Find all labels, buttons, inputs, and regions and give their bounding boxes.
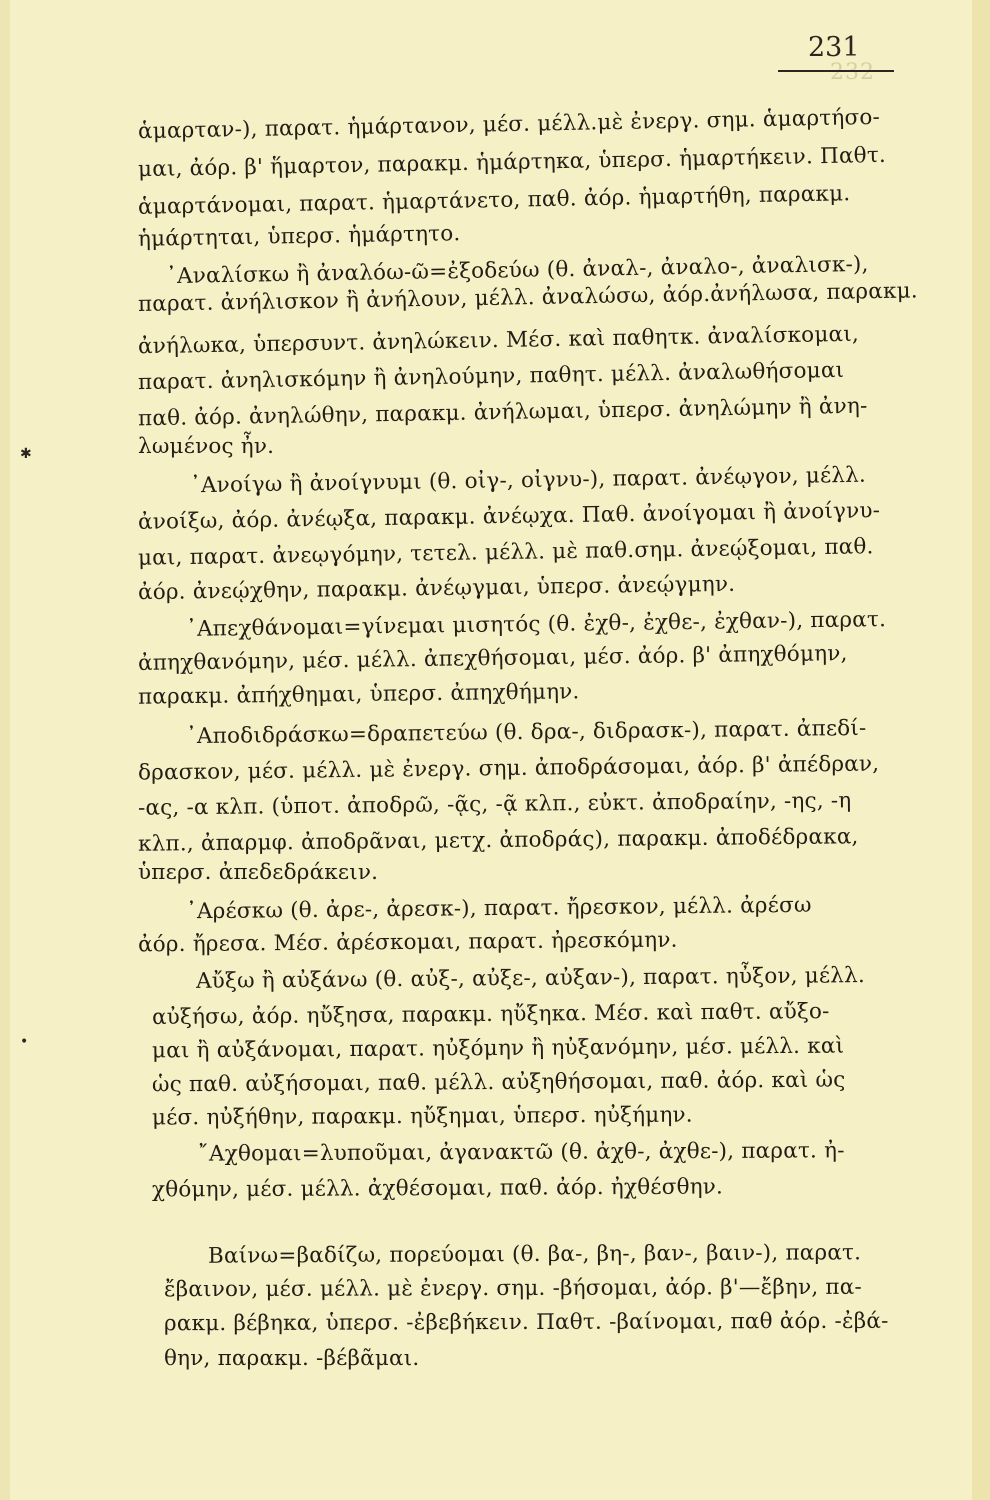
text-line: παρατ. ἀνηλισκόμην ἢ ἀνηλούμην, παθητ. μέλλ. ἀναλωθήσομαι: [137, 357, 845, 396]
text-line: θην, παρακμ. -βέβᾶμαι.: [164, 1346, 420, 1371]
text-line: Αὔξω ἢ αὐξάνω (θ. αὐξ-, αὐξε-, αὐξαν-), παρατ. ηὖξον, μέλλ.: [195, 963, 866, 994]
text-line: μαι, ἀόρ. β' ἥμαρτον, παρακμ. ἡμάρτηκα, ὑπερσ. ἡμαρτήκειν. Παθτ.: [137, 142, 887, 183]
text-line: ᾿Αποδιδράσκω=δραπετεύω (θ. δρα-, διδρασκ-), παρατ. ἀπεδί-: [185, 715, 867, 750]
text-line: παθ. ἀόρ. ἀνηλώθην, παρακμ. ἀνήλωμαι, ὑπερσ. ἀνηλώμην ἢ ἀνη-: [137, 393, 868, 432]
text-line: κλπ., ἀπαρμφ. ἀποδρᾶναι, μετχ. ἀποδράς), παρακμ. ἀποδέδρακα,: [137, 824, 859, 857]
text-line: ἁμαρταν-), παρατ. ἡμάρτανον, μέσ. μέλλ.μὲ ἐνεργ. σημ. ἁμαρτήσο-: [137, 104, 881, 145]
margin-mark: ✱: [20, 446, 32, 462]
text-line: Βαίνω=βαδίζω, πορεύομαι (θ. βα-, βη-, βαν-, βαιν-), παρατ.: [207, 1240, 862, 1269]
page-left-edge: [0, 0, 10, 1500]
text-line: μαι ἢ αὐξάνομαι, παρατ. ηὐξόμην ἢ ηὐξανόμην, μέσ. μέλλ. καὶ: [151, 1033, 845, 1064]
text-line: ρακμ. βέβηκα, ὑπερσ. -ἐβεβήκειν. Παθτ. -βαίνομαι, παθ ἀόρ. -ἐβά-: [163, 1308, 889, 1337]
text-line: -ας, -α κλπ. (ὑποτ. ἀποδρῶ, -ᾷς, -ᾷ κλπ., εὐκτ. ἀποδραίην, -ης, -η: [137, 788, 852, 821]
text-line: μαι, παρατ. ἀνεῳγόμην, τετελ. μέλλ. μὲ παθ.σημ. ἀνεῴξομαι, παθ.: [137, 534, 874, 571]
text-line: ὡς παθ. αὐξήσομαι, παθ. μέλλ. αὐξηθήσομαι, παθ. ἀόρ. καὶ ὡς: [151, 1067, 846, 1098]
page-number: 231: [808, 32, 860, 63]
text-line: ἀόρ. ἤρεσα. Μέσ. ἀρέσκομαι, παρατ. ἠρεσκόμην.: [137, 927, 678, 958]
text-line: ῎Αχθομαι=λυποῦμαι, ἀγανακτῶ (θ. ἀχθ-, ἀχθε-), παρατ. ἠ-: [197, 1138, 845, 1167]
bleed-through-page-number: 232: [830, 60, 875, 85]
page-number-rule: [778, 70, 894, 72]
text-line: ᾿Απεχθάνομαι=γίνεμαι μισητός (θ. ἐχθ-, ἐχθε-, ἐχθαν-), παρατ.: [185, 607, 887, 642]
text-line: λωμένος ἦν.: [138, 434, 275, 459]
text-line: αὐξήσω, ἀόρ. ηὔξησα, παρακμ. ηὔξηκα. Μέσ. καὶ παθτ. αὔξο-: [151, 999, 830, 1030]
text-line: ἀνήλωκα, ὑπερσυντ. ἀνηλώκειν. Μέσ. καὶ παθητκ. ἀναλίσκομαι,: [137, 321, 860, 360]
text-line: παρατ. ἀνήλισκον ἢ ἀνήλουν, μέλλ. ἀναλώσω, ἀόρ.ἀνήλωσα, παρακμ.: [137, 278, 918, 317]
text-line: ἀνοίξω, ἀόρ. ἀνέῳξα, παρακμ. ἀνέῳχα. Παθ. ἀνοίγομαι ἢ ἀνοίγνυ-: [137, 498, 881, 535]
text-line: ἀπηχθανόμην, μέσ. μέλλ. ἀπεχθήσομαι, μέσ. ἀόρ. β' ἀπηχθόμην,: [137, 641, 848, 676]
margin-mark: •: [20, 1034, 29, 1050]
text-line: ἔβαινον, μέσ. μέλλ. μὲ ἐνεργ. σημ. -βήσομαι, ἀόρ. β'—ἔβην, πα-: [163, 1274, 862, 1303]
text-line: χθόμην, μέσ. μέλλ. ἀχθέσομαι, παθ. ἀόρ. ἠχθέσθην.: [151, 1174, 724, 1203]
text-line: μέσ. ηὐξήθην, παρακμ. ηὔξημαι, ὑπερσ. ηὐξήμην.: [151, 1102, 693, 1131]
text-line: παρακμ. ἀπήχθημαι, ὑπερσ. ἀπηχθήμην.: [137, 679, 580, 710]
text-line: ὑπερσ. ἀπεδεδράκειν.: [138, 860, 379, 885]
text-line: ἀόρ. ἀνεῴχθην, παρακμ. ἀνέῳγμαι, ὑπερσ. ἀνεῴγμην.: [137, 571, 736, 606]
text-line: ᾿Ανοίγω ἢ ἀνοίγνυμι (θ. οἰγ-, οἰγνυ-), παρατ. ἀνέῳγον, μέλλ.: [189, 462, 867, 499]
text-line: ᾿Αναλίσκω ἢ ἀναλόω-ῶ=ἐξοδεύω (θ. ἀναλ-, ἀναλο-, ἀναλισκ-),: [165, 251, 869, 290]
text-line: ἁμαρτάνομαι, παρατ. ἡμαρτάνετο, παθ. ἀόρ. ἡμαρτήθη, παρακμ.: [137, 181, 851, 220]
page-right-edge: [972, 0, 990, 1500]
text-line: ἡμάρτηται, ὑπερσ. ἡμάρτητο.: [137, 221, 461, 252]
text-line: δρασκον, μέσ. μέλλ. μὲ ἐνεργ. σημ. ἀποδράσομαι, ἀόρ. β' ἀπέδραν,: [137, 751, 880, 786]
text-line: ᾿Αρέσκω (θ. ἀρε-, ἀρεσκ-), παρατ. ἤρεσκον, μέλλ. ἀρέσω: [185, 892, 812, 925]
